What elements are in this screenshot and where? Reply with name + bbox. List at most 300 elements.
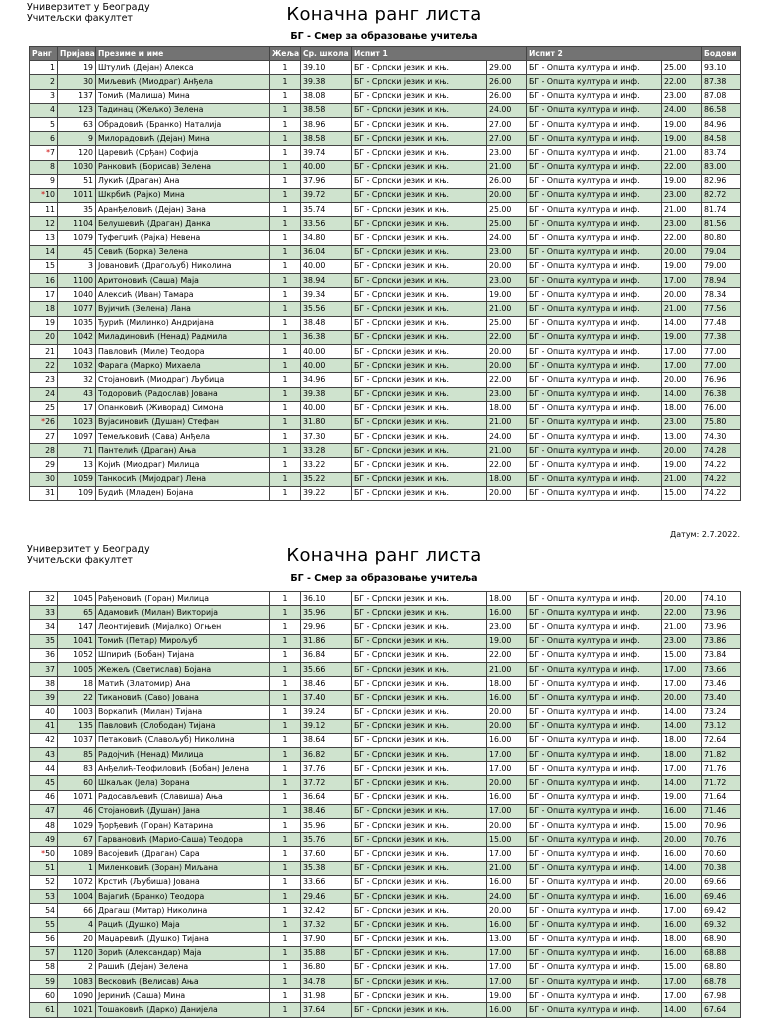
name-cell: Миленковић (Зоран) Миљана <box>96 861 270 875</box>
application-cell: 67 <box>58 833 96 847</box>
exam-1-score-cell: 20.00 <box>487 719 527 733</box>
rank-cell: 41 <box>30 719 58 733</box>
exam-1-score-cell: 20.00 <box>487 904 527 918</box>
exam-2-name-cell: БГ - Општа култура и инф. <box>527 1003 662 1017</box>
name-cell: Севић (Борка) Зелена <box>96 245 270 259</box>
school-avg-cell: 37.60 <box>301 847 352 861</box>
rank-cell: 17 <box>30 288 58 302</box>
application-cell: 1040 <box>58 288 96 302</box>
application-cell: 51 <box>58 174 96 188</box>
exam-2-name-cell: БГ - Општа култура и инф. <box>527 620 662 634</box>
exam-1-score-cell: 16.00 <box>487 691 527 705</box>
school-avg-cell: 29.96 <box>301 620 352 634</box>
exam-2-score-cell: 21.00 <box>662 203 702 217</box>
name-cell: Матић (Златомир) Ана <box>96 677 270 691</box>
exam-1-score-cell: 17.00 <box>487 975 527 989</box>
name-cell: Аритоновић (Саша) Маја <box>96 274 270 288</box>
rank-cell: 9 <box>30 174 58 188</box>
table-row <box>30 344 741 358</box>
points-cell: 71.76 <box>702 762 741 776</box>
exam-1-score-cell: 17.00 <box>487 748 527 762</box>
exam-1-name-cell: БГ - Српски језик и књ. <box>352 61 487 75</box>
exam-2-score-cell: 20.00 <box>662 592 702 606</box>
wish-cell: 1 <box>270 174 301 188</box>
rank-cell: *7 <box>30 146 58 160</box>
exam-2-score-cell: 14.00 <box>662 1003 702 1017</box>
rank-cell: 35 <box>30 634 58 648</box>
rank-cell: 37 <box>30 662 58 676</box>
rank-cell: 23 <box>30 373 58 387</box>
table-row <box>30 733 741 747</box>
rank-cell: 3 <box>30 89 58 103</box>
application-cell: 85 <box>58 748 96 762</box>
exam-2-score-cell: 19.00 <box>662 132 702 146</box>
exam-2-score-cell: 16.00 <box>662 946 702 960</box>
application-cell: 1023 <box>58 415 96 429</box>
rank-cell: 8 <box>30 160 58 174</box>
name-cell: Вујичић (Зелена) Лана <box>96 302 270 316</box>
points-cell: 73.84 <box>702 648 741 662</box>
application-cell: 30 <box>58 75 96 89</box>
rank-cell: 56 <box>30 932 58 946</box>
table-body <box>30 592 741 1018</box>
rank-cell: 39 <box>30 691 58 705</box>
exam-2-score-cell: 16.00 <box>662 804 702 818</box>
wish-cell: 1 <box>270 89 301 103</box>
points-cell: 67.64 <box>702 1003 741 1017</box>
application-cell: 123 <box>58 103 96 117</box>
rank-cell: 51 <box>30 861 58 875</box>
table-row <box>30 691 741 705</box>
exam-1-name-cell: БГ - Српски језик и књ. <box>352 648 487 662</box>
rank-cell: 33 <box>30 606 58 620</box>
name-cell: Павловић (Слободан) Тијана <box>96 719 270 733</box>
points-cell: 69.42 <box>702 904 741 918</box>
wish-cell: 1 <box>270 1003 301 1017</box>
exam-2-score-cell: 23.00 <box>662 89 702 103</box>
application-cell: 65 <box>58 606 96 620</box>
points-cell: 83.00 <box>702 160 741 174</box>
exam-1-name-cell: БГ - Српски језик и књ. <box>352 748 487 762</box>
application-cell: 1029 <box>58 819 96 833</box>
points-cell: 74.22 <box>702 486 741 500</box>
school-avg-cell: 36.04 <box>301 245 352 259</box>
exam-1-score-cell: 22.00 <box>487 373 527 387</box>
wish-cell: 1 <box>270 231 301 245</box>
wish-cell: 1 <box>270 592 301 606</box>
exam-1-name-cell: БГ - Српски језик и књ. <box>352 203 487 217</box>
exam-2-name-cell: БГ - Општа култура и инф. <box>527 486 662 500</box>
wish-cell: 1 <box>270 302 301 316</box>
exam-2-score-cell: 24.00 <box>662 103 702 117</box>
exam-1-score-cell: 24.00 <box>487 430 527 444</box>
table-row <box>30 662 741 676</box>
name-cell: Штулић (Дејан) Алекса <box>96 61 270 75</box>
application-cell: 1037 <box>58 733 96 747</box>
table-row <box>30 75 741 89</box>
exam-1-score-cell: 16.00 <box>487 790 527 804</box>
table-row <box>30 444 741 458</box>
wish-cell: 1 <box>270 748 301 762</box>
wish-cell: 1 <box>270 790 301 804</box>
wish-cell: 1 <box>270 989 301 1003</box>
application-cell: 63 <box>58 117 96 131</box>
page-title: Коначна ранг листа <box>286 4 482 25</box>
points-cell: 76.96 <box>702 373 741 387</box>
name-cell: Шкрбић (Рајко) Мина <box>96 188 270 202</box>
exam-2-score-cell: 14.00 <box>662 387 702 401</box>
wish-cell: 1 <box>270 103 301 117</box>
school-avg-cell: 35.96 <box>301 819 352 833</box>
table-row <box>30 486 741 500</box>
exam-2-name-cell: БГ - Општа култура и инф. <box>527 733 662 747</box>
school-avg-cell: 40.00 <box>301 259 352 273</box>
application-cell: 1003 <box>58 705 96 719</box>
exam-2-name-cell: БГ - Општа култура и инф. <box>527 160 662 174</box>
exam-2-name-cell: БГ - Општа култура и инф. <box>527 762 662 776</box>
application-cell: 9 <box>58 132 96 146</box>
exam-1-name-cell: БГ - Српски језик и књ. <box>352 904 487 918</box>
exam-1-name-cell: БГ - Српски језик и књ. <box>352 160 487 174</box>
name-cell: Лукић (Драган) Ана <box>96 174 270 188</box>
exam-2-name-cell: БГ - Општа култура и инф. <box>527 677 662 691</box>
wish-cell: 1 <box>270 762 301 776</box>
exam-1-score-cell: 19.00 <box>487 634 527 648</box>
star-marker: * <box>41 190 46 200</box>
exam-2-score-cell: 21.00 <box>662 472 702 486</box>
exam-1-score-cell: 25.00 <box>487 316 527 330</box>
exam-1-name-cell: БГ - Српски језик и књ. <box>352 762 487 776</box>
application-cell: 19 <box>58 61 96 75</box>
table-row <box>30 61 741 75</box>
exam-2-score-cell: 18.00 <box>662 733 702 747</box>
rank-cell: 5 <box>30 117 58 131</box>
exam-2-score-cell: 16.00 <box>662 889 702 903</box>
points-cell: 77.38 <box>702 330 741 344</box>
table-row <box>30 89 741 103</box>
wish-cell: 1 <box>270 691 301 705</box>
application-cell: 135 <box>58 719 96 733</box>
exam-1-name-cell: БГ - Српски језик и књ. <box>352 719 487 733</box>
exam-1-name-cell: БГ - Српски језик и књ. <box>352 960 487 974</box>
exam-1-score-cell: 23.00 <box>487 245 527 259</box>
exam-2-name-cell: БГ - Општа култура и инф. <box>527 174 662 188</box>
school-avg-cell: 34.96 <box>301 373 352 387</box>
col-school-avg: Ср. школа <box>301 47 352 61</box>
exam-1-score-cell: 21.00 <box>487 861 527 875</box>
exam-2-score-cell: 25.00 <box>662 61 702 75</box>
exam-1-score-cell: 20.00 <box>487 776 527 790</box>
application-cell: 1032 <box>58 359 96 373</box>
table-row <box>30 804 741 818</box>
exam-2-name-cell: БГ - Општа култура и инф. <box>527 132 662 146</box>
rank-cell: 1 <box>30 61 58 75</box>
name-cell: Рацић (Душко) Маја <box>96 918 270 932</box>
application-cell: 1089 <box>58 847 96 861</box>
name-cell: Шпирић (Бобан) Тијана <box>96 648 270 662</box>
school-avg-cell: 36.38 <box>301 330 352 344</box>
table-row <box>30 330 741 344</box>
col-wish: Жеља <box>270 47 301 61</box>
page-2 <box>0 535 768 1024</box>
exam-2-name-cell: БГ - Општа култура и инф. <box>527 245 662 259</box>
application-cell: 1097 <box>58 430 96 444</box>
exam-2-name-cell: БГ - Општа култура и инф. <box>527 259 662 273</box>
application-cell: 1043 <box>58 344 96 358</box>
points-cell: 70.96 <box>702 819 741 833</box>
exam-1-name-cell: БГ - Српски језик и књ. <box>352 174 487 188</box>
col-points: Бодови <box>702 47 741 61</box>
exam-2-score-cell: 15.00 <box>662 648 702 662</box>
exam-1-name-cell: БГ - Српски језик и књ. <box>352 415 487 429</box>
exam-2-score-cell: 17.00 <box>662 677 702 691</box>
exam-1-name-cell: БГ - Српски језик и књ. <box>352 861 487 875</box>
name-cell: Јеринић (Саша) Мина <box>96 989 270 1003</box>
exam-1-name-cell: БГ - Српски језик и књ. <box>352 344 487 358</box>
exam-2-name-cell: БГ - Општа култура и инф. <box>527 316 662 330</box>
points-cell: 84.58 <box>702 132 741 146</box>
table-row <box>30 458 741 472</box>
school-avg-cell: 37.72 <box>301 776 352 790</box>
table-row <box>30 430 741 444</box>
exam-1-score-cell: 18.00 <box>487 401 527 415</box>
application-cell: 1059 <box>58 472 96 486</box>
wish-cell: 1 <box>270 160 301 174</box>
name-cell: Рађеновић (Горан) Милица <box>96 592 270 606</box>
exam-2-name-cell: БГ - Општа култура и инф. <box>527 691 662 705</box>
application-cell: 1090 <box>58 989 96 1003</box>
rank-cell: *26 <box>30 415 58 429</box>
exam-1-name-cell: БГ - Српски језик и књ. <box>352 217 487 231</box>
name-cell: Радојчић (Ненад) Милица <box>96 748 270 762</box>
exam-1-name-cell: БГ - Српски језик и књ. <box>352 259 487 273</box>
exam-2-score-cell: 21.00 <box>662 146 702 160</box>
exam-1-score-cell: 16.00 <box>487 1003 527 1017</box>
page-1 <box>0 0 768 510</box>
exam-2-name-cell: БГ - Општа култура и инф. <box>527 61 662 75</box>
wish-cell: 1 <box>270 259 301 273</box>
exam-1-score-cell: 25.00 <box>487 203 527 217</box>
table-row <box>30 103 741 117</box>
name-cell: Миљевић (Миодраг) Анђела <box>96 75 270 89</box>
name-cell: Весковић (Велисав) Ања <box>96 975 270 989</box>
application-cell: 13 <box>58 458 96 472</box>
name-cell: Фарага (Марко) Михаела <box>96 359 270 373</box>
table-row <box>30 762 741 776</box>
table-row <box>30 132 741 146</box>
points-cell: 79.04 <box>702 245 741 259</box>
points-cell: 74.22 <box>702 458 741 472</box>
exam-2-score-cell: 14.00 <box>662 316 702 330</box>
exam-2-score-cell: 19.00 <box>662 117 702 131</box>
exam-2-name-cell: БГ - Општа култура и инф. <box>527 75 662 89</box>
points-cell: 77.00 <box>702 359 741 373</box>
exam-1-name-cell: БГ - Српски језик и књ. <box>352 918 487 932</box>
name-cell: Пантелић (Драган) Ања <box>96 444 270 458</box>
wish-cell: 1 <box>270 387 301 401</box>
wish-cell: 1 <box>270 833 301 847</box>
school-avg-cell: 40.00 <box>301 401 352 415</box>
school-avg-cell: 29.46 <box>301 889 352 903</box>
exam-1-score-cell: 17.00 <box>487 762 527 776</box>
exam-1-name-cell: БГ - Српски језик и књ. <box>352 401 487 415</box>
name-cell: Стојановић (Миодраг) Љубица <box>96 373 270 387</box>
exam-2-score-cell: 22.00 <box>662 231 702 245</box>
exam-2-name-cell: БГ - Општа култура и инф. <box>527 430 662 444</box>
table-header <box>30 47 741 61</box>
exam-1-score-cell: 16.00 <box>487 875 527 889</box>
application-cell: 45 <box>58 245 96 259</box>
exam-2-score-cell: 18.00 <box>662 748 702 762</box>
points-cell: 73.24 <box>702 705 741 719</box>
points-cell: 78.34 <box>702 288 741 302</box>
rank-cell: 54 <box>30 904 58 918</box>
points-cell: 74.28 <box>702 444 741 458</box>
points-cell: 77.00 <box>702 344 741 358</box>
school-avg-cell: 34.78 <box>301 975 352 989</box>
exam-1-score-cell: 20.00 <box>487 819 527 833</box>
name-cell: Миладиновић (Ненад) Радмила <box>96 330 270 344</box>
exam-2-name-cell: БГ - Општа култура и инф. <box>527 302 662 316</box>
name-cell: Леонтијевић (Мијалко) Огњен <box>96 620 270 634</box>
exam-2-name-cell: БГ - Општа култура и инф. <box>527 719 662 733</box>
exam-2-name-cell: БГ - Општа култура и инф. <box>527 444 662 458</box>
points-cell: 80.80 <box>702 231 741 245</box>
rank-cell: 43 <box>30 748 58 762</box>
school-avg-cell: 39.38 <box>301 387 352 401</box>
exam-2-name-cell: БГ - Општа култура и инф. <box>527 89 662 103</box>
exam-2-name-cell: БГ - Општа култура и инф. <box>527 217 662 231</box>
wish-cell: 1 <box>270 861 301 875</box>
exam-2-score-cell: 22.00 <box>662 75 702 89</box>
exam-2-name-cell: БГ - Општа култура и инф. <box>527 203 662 217</box>
points-cell: 73.96 <box>702 606 741 620</box>
exam-2-score-cell: 20.00 <box>662 833 702 847</box>
exam-1-score-cell: 24.00 <box>487 889 527 903</box>
exam-1-score-cell: 22.00 <box>487 458 527 472</box>
application-cell: 1077 <box>58 302 96 316</box>
wish-cell: 1 <box>270 203 301 217</box>
exam-2-score-cell: 23.00 <box>662 217 702 231</box>
wish-cell: 1 <box>270 486 301 500</box>
name-cell: Тодоровић (Радослав) Јована <box>96 387 270 401</box>
star-marker: * <box>41 417 46 427</box>
rank-cell: 47 <box>30 804 58 818</box>
exam-2-name-cell: БГ - Општа култура и инф. <box>527 804 662 818</box>
school-avg-cell: 36.82 <box>301 748 352 762</box>
wish-cell: 1 <box>270 444 301 458</box>
exam-1-score-cell: 16.00 <box>487 733 527 747</box>
exam-2-name-cell: БГ - Општа култура и инф. <box>527 344 662 358</box>
points-cell: 73.46 <box>702 677 741 691</box>
wish-cell: 1 <box>270 819 301 833</box>
ranking-table <box>29 46 741 501</box>
exam-1-name-cell: БГ - Српски језик и књ. <box>352 833 487 847</box>
name-cell: Аранђеловић (Дејан) Зана <box>96 203 270 217</box>
school-avg-cell: 37.32 <box>301 918 352 932</box>
page-subtitle: БГ - Смер за образовање учитеља <box>290 573 478 584</box>
exam-2-name-cell: БГ - Општа култура и инф. <box>527 705 662 719</box>
wish-cell: 1 <box>270 847 301 861</box>
wish-cell: 1 <box>270 245 301 259</box>
exam-2-score-cell: 20.00 <box>662 373 702 387</box>
exam-2-name-cell: БГ - Општа култура и инф. <box>527 960 662 974</box>
exam-2-score-cell: 21.00 <box>662 302 702 316</box>
exam-1-name-cell: БГ - Српски језик и књ. <box>352 932 487 946</box>
application-cell: 1072 <box>58 875 96 889</box>
table-row <box>30 359 741 373</box>
name-cell: Зорић (Александар) Маја <box>96 946 270 960</box>
wish-cell: 1 <box>270 677 301 691</box>
exam-1-name-cell: БГ - Српски језик и књ. <box>352 75 487 89</box>
name-cell: Вујасиновић (Душан) Стефан <box>96 415 270 429</box>
exam-1-score-cell: 23.00 <box>487 146 527 160</box>
rank-cell: 44 <box>30 762 58 776</box>
school-avg-cell: 39.74 <box>301 146 352 160</box>
application-cell: 109 <box>58 486 96 500</box>
exam-1-name-cell: БГ - Српски језик и књ. <box>352 705 487 719</box>
exam-1-name-cell: БГ - Српски језик и књ. <box>352 288 487 302</box>
school-avg-cell: 31.80 <box>301 415 352 429</box>
table-row <box>30 174 741 188</box>
exam-2-score-cell: 14.00 <box>662 861 702 875</box>
wish-cell: 1 <box>270 648 301 662</box>
wish-cell: 1 <box>270 975 301 989</box>
rank-cell: 40 <box>30 705 58 719</box>
school-avg-cell: 32.42 <box>301 904 352 918</box>
col-name: Презиме и име <box>96 47 270 61</box>
school-avg-cell: 35.66 <box>301 662 352 676</box>
exam-2-score-cell: 17.00 <box>662 989 702 1003</box>
exam-1-name-cell: БГ - Српски језик и књ. <box>352 819 487 833</box>
table-row <box>30 975 741 989</box>
wish-cell: 1 <box>270 415 301 429</box>
exam-2-score-cell: 17.00 <box>662 344 702 358</box>
exam-1-name-cell: БГ - Српски језик и књ. <box>352 103 487 117</box>
school-avg-cell: 36.10 <box>301 592 352 606</box>
table-body <box>30 61 741 501</box>
wish-cell: 1 <box>270 430 301 444</box>
table-row <box>30 620 741 634</box>
exam-1-score-cell: 20.00 <box>487 359 527 373</box>
application-cell: 1120 <box>58 946 96 960</box>
school-avg-cell: 31.86 <box>301 634 352 648</box>
exam-2-name-cell: БГ - Општа култура и инф. <box>527 989 662 1003</box>
name-cell: Петаковић (Славољуб) Николина <box>96 733 270 747</box>
exam-2-score-cell: 17.00 <box>662 762 702 776</box>
points-cell: 71.72 <box>702 776 741 790</box>
school-avg-cell: 40.00 <box>301 359 352 373</box>
exam-1-name-cell: БГ - Српски језик и књ. <box>352 430 487 444</box>
points-cell: 68.78 <box>702 975 741 989</box>
exam-1-name-cell: БГ - Српски језик и књ. <box>352 875 487 889</box>
exam-2-score-cell: 20.00 <box>662 245 702 259</box>
exam-1-name-cell: БГ - Српски језик и књ. <box>352 691 487 705</box>
exam-1-name-cell: БГ - Српски језик и књ. <box>352 359 487 373</box>
table-row <box>30 188 741 202</box>
exam-2-score-cell: 15.00 <box>662 960 702 974</box>
exam-1-name-cell: БГ - Српски језик и књ. <box>352 677 487 691</box>
rank-cell: 15 <box>30 259 58 273</box>
wish-cell: 1 <box>270 330 301 344</box>
school-avg-cell: 37.64 <box>301 1003 352 1017</box>
rank-cell: 24 <box>30 387 58 401</box>
table-row <box>30 203 741 217</box>
exam-1-score-cell: 20.00 <box>487 705 527 719</box>
rank-cell: 30 <box>30 472 58 486</box>
application-cell: 1071 <box>58 790 96 804</box>
rank-cell: 61 <box>30 1003 58 1017</box>
